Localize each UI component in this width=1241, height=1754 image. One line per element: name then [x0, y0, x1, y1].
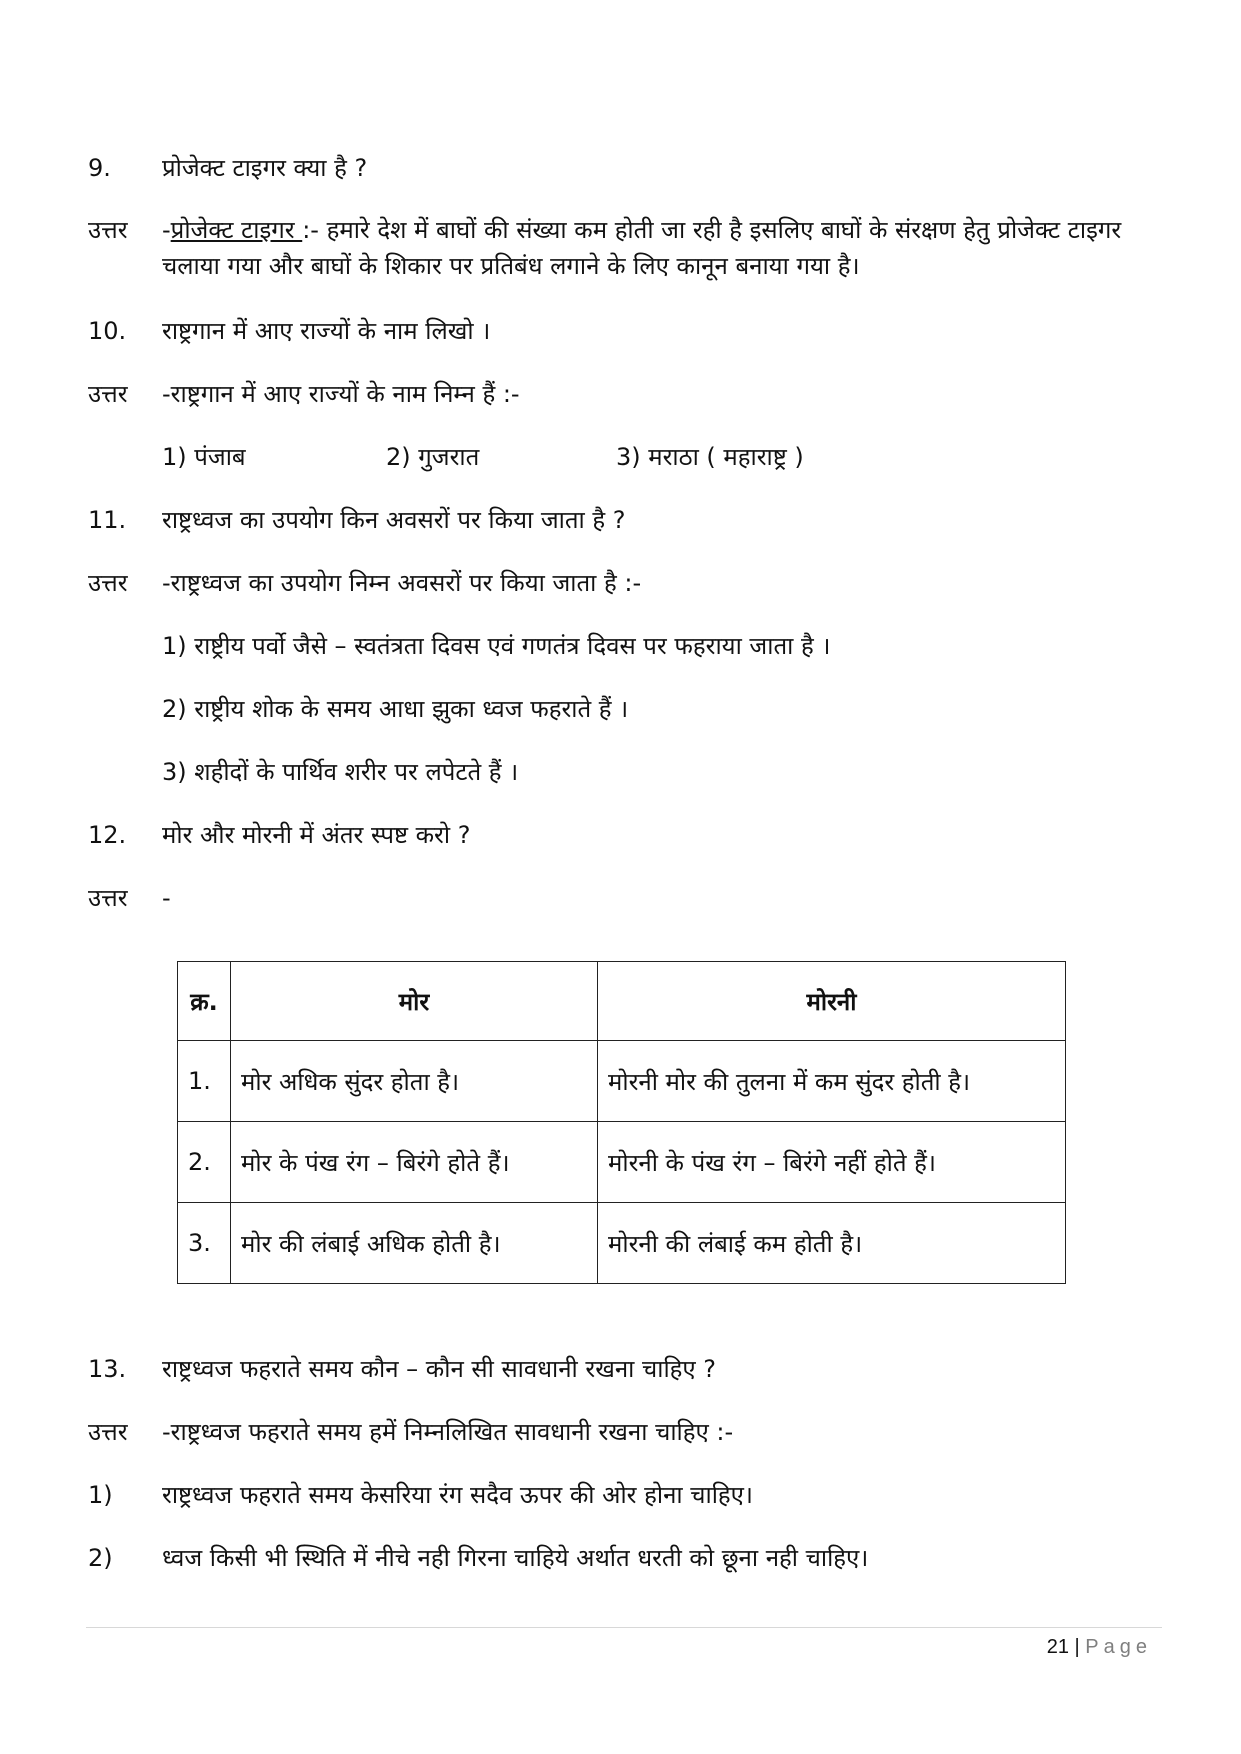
answer-label: उत्तर — [88, 216, 128, 244]
answer-label: उत्तर — [88, 1418, 128, 1446]
question-number: 13. — [88, 1355, 127, 1383]
page-footer — [1000, 1632, 1152, 1662]
question-text: प्रोजेक्ट टाइगर क्या है ? — [162, 154, 368, 182]
footer-divider — [86, 1627, 1162, 1628]
question-number: 12. — [88, 821, 127, 849]
question-text: राष्ट्रध्वज फहराते समय कौन – कौन सी सावधानी रखना चाहिए ? — [162, 1355, 717, 1383]
table-row — [178, 1203, 1066, 1284]
cell-peahen: मोरनी के पंख रंग – बिरंगे नहीं होते हैं। — [598, 1122, 1066, 1203]
cell-peahen: मोरनी मोर की तुलना में कम सुंदर होती है। — [598, 1041, 1066, 1122]
answer-9 — [88, 212, 1168, 292]
question-text: राष्ट्रध्वज का उपयोग किन अवसरों पर किया जाता है ? — [162, 506, 626, 534]
page-word: Page — [1085, 1636, 1152, 1658]
answer-label: उत्तर — [88, 569, 128, 597]
answer-text: -राष्ट्रध्वज का उपयोग निम्न अवसरों पर किया जाता है :- — [162, 569, 642, 597]
answer-body: :- हमारे देश में बाघों की संख्या कम होती जा रही है इसलिए बाघों के संरक्षण हेतु प्रोजेक्ट टाइगर चलाया गया और बाघों के शिकार पर प्रतिबंध लगाने के लिए कानून बनाया गया है। — [162, 216, 1122, 280]
point-number: 2) — [88, 1544, 113, 1572]
answer-text: -राष्ट्रगान में आए राज्यों के नाम निम्न हैं :- — [162, 380, 520, 408]
cell-serial: 1. — [178, 1041, 231, 1122]
answer-label: उत्तर — [88, 884, 128, 912]
point-text: 1) राष्ट्रीय पर्वो जैसे – स्वतंत्रता दिवस एवं गणतंत्र दिवस पर फहराया जाता है । — [162, 632, 831, 660]
answer-prefix: - — [162, 216, 171, 244]
header-peacock: मोर — [231, 962, 598, 1041]
point-text: राष्ट्रध्वज फहराते समय केसरिया रंग सदैव ऊपर की ओर होना चाहिए। — [162, 1481, 754, 1509]
cell-peacock: मोर की लंबाई अधिक होती है। — [231, 1203, 598, 1284]
option-item: 2) गुजरात — [386, 443, 480, 471]
point-text: 2) राष्ट्रीय शोक के समय आधा झुका ध्वज फहराते हैं । — [162, 695, 629, 723]
question-text: राष्ट्रगान में आए राज्यों के नाम लिखो । — [162, 317, 491, 345]
header-peahen: मोरनी — [598, 962, 1066, 1041]
question-number: 9. — [88, 154, 111, 182]
table-row — [178, 1122, 1066, 1203]
answer-text: -राष्ट्रध्वज फहराते समय हमें निम्नलिखित सावधानी रखना चाहिए :- — [162, 1418, 734, 1446]
answer-text — [162, 212, 1168, 284]
option-item: 1) पंजाब — [162, 443, 246, 471]
cell-peahen: मोरनी की लंबाई कम होती है। — [598, 1203, 1066, 1284]
comparison-table — [177, 961, 1066, 1284]
question-number: 10. — [88, 317, 127, 345]
cell-serial: 3. — [178, 1203, 231, 1284]
cell-serial: 2. — [178, 1122, 231, 1203]
point-text: 3) शहीदों के पार्थिव शरीर पर लपेटते हैं । — [162, 758, 519, 786]
table-header-row — [178, 962, 1066, 1041]
header-serial: क्र. — [178, 962, 231, 1041]
cell-peacock: मोर के पंख रंग – बिरंगे होते हैं। — [231, 1122, 598, 1203]
answer-label: उत्तर — [88, 380, 128, 408]
answer-term: प्रोजेक्ट टाइगर — [170, 216, 303, 244]
table-row — [178, 1041, 1066, 1122]
point-text: ध्वज किसी भी स्थिति में नीचे नही गिरना चाहिये अर्थात धरती को छूना नही चाहिए। — [162, 1544, 869, 1572]
answer-text: - — [162, 884, 171, 912]
question-text: मोर और मोरनी में अंतर स्पष्ट करो ? — [162, 821, 471, 849]
option-item: 3) मराठा ( महाराष्ट्र ) — [616, 443, 804, 471]
point-number: 1) — [88, 1481, 113, 1509]
cell-peacock: मोर अधिक सुंदर होता है। — [231, 1041, 598, 1122]
footer-separator: | — [1074, 1636, 1080, 1658]
question-number: 11. — [88, 506, 127, 534]
page-number: 21 — [1046, 1636, 1069, 1658]
